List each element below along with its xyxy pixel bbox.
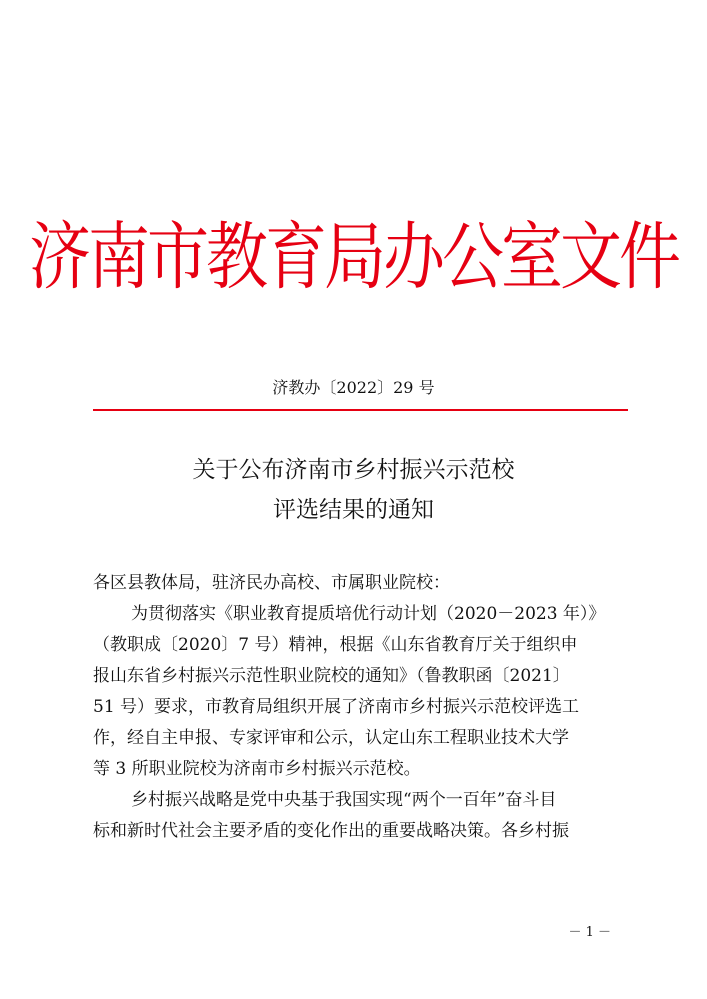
paragraph-1-line-1: 为贯彻落实《职业教育提质培优行动计划（2020－2023 年）》: [131, 604, 606, 624]
title-line-2: 评选结果的通知: [273, 497, 434, 523]
paragraph-2-line-2: 标和新时代社会主要矛盾的变化作出的重要战略决策。各乡村振: [93, 821, 569, 841]
red-separator-rule: [93, 409, 628, 411]
document-title: [0, 450, 707, 530]
page-number: － 1 －: [568, 925, 611, 940]
document-masthead: 济南市教育局办公室文件: [28, 213, 678, 300]
paragraph-1-line-5: 作，经自主申报、专家评审和公示，认定山东工程职业技术大学: [93, 728, 569, 748]
salutation: 各区县教体局，驻济民办高校、市属职业院校：: [93, 573, 450, 593]
document-number: 济教办〔2022〕29 号: [272, 378, 435, 397]
paragraph-2-line-1: 乡村振兴战略是党中央基于我国实现“两个一百年”奋斗目: [131, 790, 557, 810]
document-body: [93, 568, 613, 847]
paragraph-1-line-2: （教职成〔2020〕7 号）精神，根据《山东省教育厅关于组织申: [93, 635, 578, 655]
paragraph-1-line-3: 报山东省乡村振兴示范性职业院校的通知》（鲁教职函〔2021〕: [93, 666, 570, 686]
title-line-1: 关于公布济南市乡村振兴示范校: [192, 457, 515, 483]
paragraph-1-line-4: 51 号）要求，市教育局组织开展了济南市乡村振兴示范校评选工: [93, 697, 580, 717]
paragraph-1-line-6: 等 3 所职业院校为济南市乡村振兴示范校。: [93, 759, 421, 779]
